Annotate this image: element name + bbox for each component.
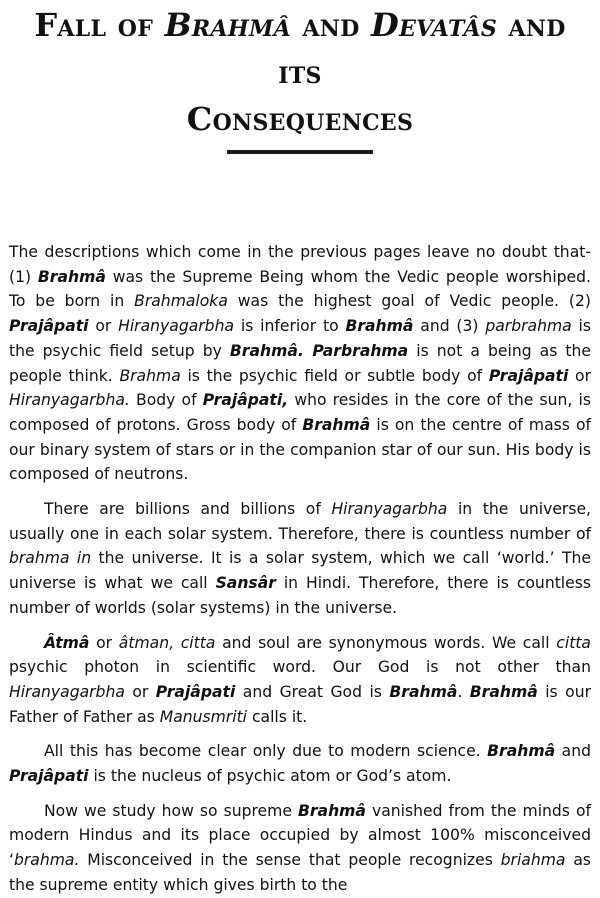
text-run: Âtmâ [44,633,90,652]
title-part: and [290,6,372,44]
text-run: Body of [129,391,203,410]
text-run: and (3) [413,317,486,336]
text-run: Brahmaloka [134,292,228,311]
text-run: is not a being as the people think. [9,341,591,385]
text-run: and [555,742,592,761]
text-run: parbrahma [485,317,572,336]
text-run: Prajâpati, [202,391,289,410]
paragraph [9,240,591,487]
text-run: who resides in the core of the sun, is composed of protons. Gross body of [9,391,591,434]
text-run: as the supreme entity which gives birth to the [9,851,591,894]
text-run: in the universe, usually one in each solar system. Therefore, there is countless number of [9,500,591,543]
text-run: All this has become clear only due to modern science. [44,742,488,761]
text-run: Manusmriti [159,707,248,726]
text-run: Misconceived in the sense that people recognizes [79,851,501,870]
text-run: citta [556,633,591,652]
text-run: brahma in [9,549,92,568]
text-run: There are billions and billions of [44,500,332,519]
text-run: briahma [500,851,566,870]
text-run: Brahmâ [37,267,106,286]
title-part: Devatâs [371,6,498,44]
text-run: was the Supreme Being whom the Vedic people worshiped. To be born in [9,267,591,311]
text-run: The descriptions which come in the previous pages leave no doubt that- (1) [9,243,591,286]
text-run: Brahmâ. Parbrahma [229,341,409,360]
title-part: Fall of [34,6,165,44]
text-run: is inferior to [234,317,346,336]
text-run: is on the centre of mass of our binary system of stars or in the companion star of our sun. His body is composed of neutrons. [9,415,591,484]
text-run: Brahmâ [302,415,371,434]
text-run: in Hindi. Therefore, there is countless number of worlds (solar systems) in the universe. [9,574,591,617]
paragraph [9,739,591,788]
title-part: Consequences [186,100,414,138]
text-run: Hiranyagarbha [9,682,125,701]
text-run: . [457,682,470,701]
paragraph [9,631,591,730]
text-run: vanished from the minds of modern Hindus and its place occupied by almost 100% misconceived ‘ [9,801,591,870]
text-run: âtman, citta [118,633,216,652]
text-run: or [89,633,119,652]
paragraph [9,799,591,898]
title-divider [227,150,373,154]
text-run: Brahmâ [469,682,538,701]
text-run: Sansâr [215,574,276,593]
text-run: the universe. It is a solar system, which we call ‘world.’ The universe is what we call [9,549,591,593]
title-part: and its [278,6,566,91]
text-run: calls it. [247,707,308,726]
text-run: is the psychic field setup by [9,317,592,360]
text-run: psychic photon in scientific word. Our God is not other than [9,658,591,677]
text-run: brahma. [13,851,80,870]
text-run: and Great God is [235,682,390,701]
text-run: Brahmâ [487,742,556,761]
text-run: Brahmâ [389,682,458,701]
text-run: is the nucleus of psychic atom or God’s atom. [88,767,452,786]
text-run: Brahmâ [345,317,414,336]
text-run: Prajâpati [9,767,89,786]
text-run: is the psychic field or subtle body of [180,366,489,385]
text-run: Prajâpati [155,682,236,701]
text-run: Prajâpati [9,317,89,336]
text-run: Hiranyagarbha [118,317,235,336]
text-run: and soul are synonymous words. We call [215,633,557,652]
title-part: Brahmâ [164,6,291,44]
text-run: Hiranyagarbha [331,500,448,519]
paragraph [9,497,591,621]
text-run: Brahma [119,366,181,385]
text-run: Hiranyagarbha. [9,391,130,410]
text-run: or [124,682,156,701]
text-run: or [88,317,119,336]
text-run: Brahmâ [297,801,366,820]
chapter-title [9,0,591,143]
text-run: Now we study how so supreme [44,801,298,820]
text-run: Prajâpati [488,366,569,385]
body-text [9,240,591,898]
text-run: or [568,366,591,385]
text-run: was the highest goal of Vedic people. (2) [227,292,591,311]
text-run: is our Father of Father as [9,682,591,726]
